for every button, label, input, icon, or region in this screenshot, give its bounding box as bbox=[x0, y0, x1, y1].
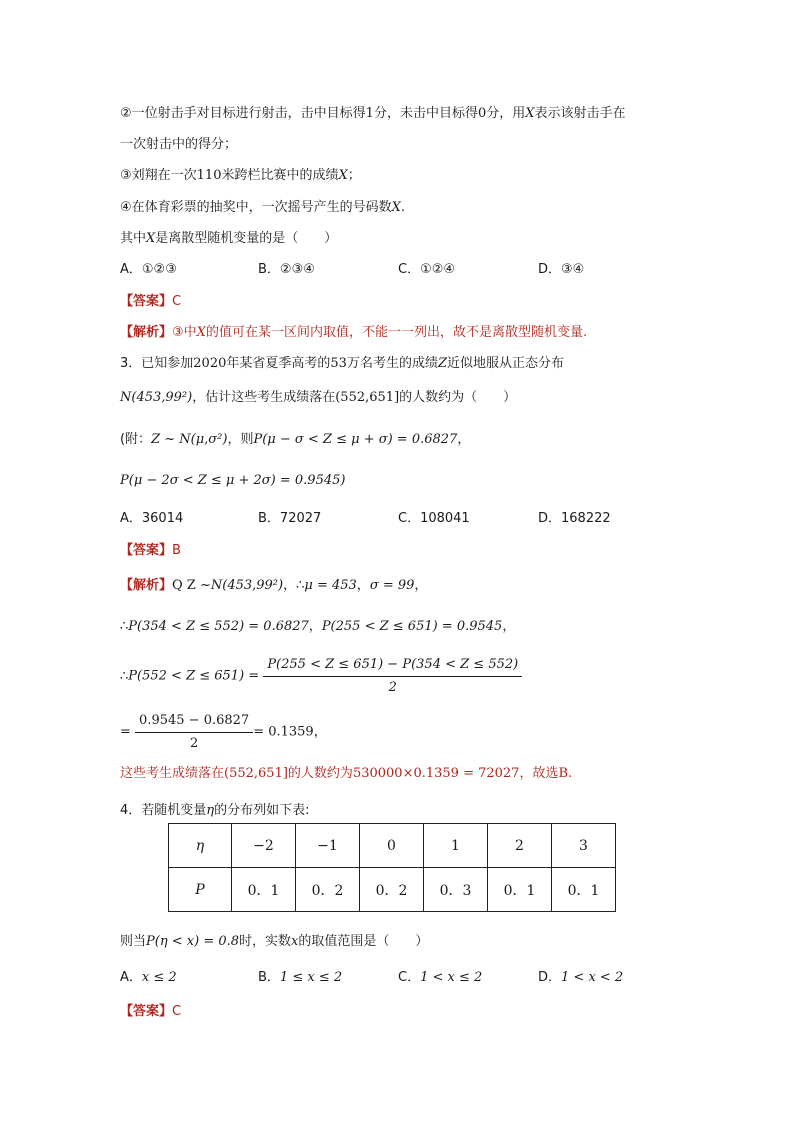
q4-option-d-label: D． bbox=[538, 970, 562, 985]
q3-note-distribution: Z ~ N(μ,σ²) bbox=[151, 432, 228, 447]
q4-answer-tag: 【答案】 bbox=[120, 1004, 173, 1019]
q2-option-c: C．①②④ bbox=[398, 262, 456, 277]
q2-analysis-x: X bbox=[196, 325, 206, 340]
q4-condition-x: x bbox=[291, 934, 299, 949]
q3-stem-num: 53 bbox=[330, 356, 347, 371]
q2-answer-tag: 【答案】 bbox=[120, 294, 173, 309]
q3-conclusion-choice: B bbox=[558, 766, 569, 781]
q4-option-c-label: C． bbox=[398, 970, 421, 985]
q2-item3-x: X bbox=[338, 168, 348, 183]
q3-stem-text-a: 3．已知参加 bbox=[120, 356, 194, 371]
q3-analysis-fraction-2-numerator: 0.9545 − 0.6827 bbox=[135, 712, 253, 733]
table-cell: 3 bbox=[552, 824, 616, 868]
q3-analysis-fraction-1-denominator: 2 bbox=[388, 680, 397, 695]
q3-analysis-line3 bbox=[120, 656, 522, 697]
q2-analysis-text-a: ③中 bbox=[172, 325, 197, 340]
q3-analysis-fraction-1-numerator: P(255 < Z ≤ 651) − P(354 < Z ≤ 552) bbox=[263, 656, 522, 677]
q2-item3-text-c: ； bbox=[347, 168, 361, 183]
q2-stem-text-a: 其中 bbox=[120, 231, 147, 246]
q4-condition-text-d: 的取值范围是（ ） bbox=[298, 934, 429, 949]
q2-stem-x: X bbox=[146, 231, 156, 246]
q3-conclusion-period: . bbox=[568, 766, 573, 781]
q3-analysis-prob-1: P(354 < Z ≤ 552) = 0.6827 bbox=[128, 619, 309, 634]
q4-option-a bbox=[120, 968, 177, 988]
q3-stem-text-f: 的人数约为（ ） bbox=[399, 390, 517, 405]
table-cell: 2 bbox=[488, 824, 552, 868]
q4-option-b bbox=[258, 968, 342, 988]
q3-analysis-therefore-3: ∴ bbox=[120, 669, 129, 684]
q4-option-a-label: A． bbox=[120, 970, 142, 985]
q3-analysis-line4 bbox=[120, 712, 327, 753]
q4-option-c-value: 1 < x ≤ 2 bbox=[420, 970, 483, 985]
q3-analysis-result: = 0.1359 bbox=[253, 724, 314, 740]
q3-conclusion-text-a: 这些考生成绩落在 bbox=[120, 766, 225, 781]
q3-conclusion-text-c: 的人数约为 bbox=[287, 766, 353, 781]
q2-item2-zero: 0 bbox=[477, 106, 487, 121]
q4-option-b-label: B． bbox=[258, 970, 280, 985]
q3-analysis-sigma: σ = 99 bbox=[369, 578, 415, 593]
q3-answer-tag: 【答案】 bbox=[120, 543, 173, 558]
q3-analysis-prob-2: P(255 < Z ≤ 651) = 0.9545 bbox=[321, 619, 503, 634]
q3-analysis-comma-5: ， bbox=[313, 724, 327, 740]
table-cell: −1 bbox=[296, 824, 360, 868]
q2-item2-text-a: ②一位射击手对目标进行射击，击中目标得 bbox=[120, 106, 366, 121]
q4-condition-text-a: 则当 bbox=[120, 934, 147, 949]
q2-stem-text-b: 是离散型随机变量的是（ ） bbox=[155, 231, 338, 246]
table-cell: 0．2 bbox=[296, 868, 360, 912]
q2-item4-text-a: ④在体育彩票的抽奖中，一次摇号产生的号码数 bbox=[120, 200, 392, 215]
q3-analysis-distribution: N(453,99²) bbox=[210, 578, 284, 593]
q3-conclusion-interval: (552,651] bbox=[224, 766, 288, 781]
q2-item4-x: X bbox=[391, 200, 401, 215]
q2-item3 bbox=[120, 166, 361, 186]
table-header-cell: η bbox=[169, 824, 232, 868]
q2-item2-x: X bbox=[525, 106, 535, 121]
q3-stem-distribution: N(453,99²) bbox=[120, 390, 193, 405]
q4-condition-formula: P(η < x) = 0.8 bbox=[146, 934, 240, 949]
q3-stem-interval: (552,651] bbox=[335, 390, 400, 405]
q3-analysis-equals: = bbox=[120, 724, 131, 740]
q3-analysis-prob-3: P(552 < Z ≤ 651) = bbox=[128, 668, 260, 684]
q3-answer bbox=[120, 541, 181, 561]
q2-analysis-tag: 【解析】 bbox=[120, 325, 173, 340]
q4-option-d-value: 1 < x < 2 bbox=[561, 970, 624, 985]
table-row bbox=[169, 824, 616, 868]
q2-item3-text-a: ③刘翔在一次 bbox=[120, 168, 197, 183]
table-header-cell: P bbox=[169, 868, 232, 912]
q4-option-b-value: 1 ≤ x ≤ 2 bbox=[279, 970, 343, 985]
q3-option-d: D．168222 bbox=[538, 511, 611, 526]
q3-analysis-comma-3: ， bbox=[308, 619, 322, 634]
q4-answer-value: C bbox=[172, 1004, 182, 1019]
q2-item2-line2: 一次射击中的得分； bbox=[120, 137, 238, 152]
q2-item4-text-c: . bbox=[400, 200, 406, 215]
q3-stem-line1 bbox=[120, 354, 564, 374]
table-cell: 0．1 bbox=[232, 868, 296, 912]
q3-note-formula-2: P(μ − 2σ < Z ≤ μ + 2σ) = 0.9545) bbox=[120, 473, 346, 488]
q4-stem-text-a: 4．若随机变量 bbox=[120, 803, 207, 818]
q3-analysis-fraction-2-denominator: 2 bbox=[189, 736, 199, 751]
q4-option-a-value: x ≤ 2 bbox=[141, 970, 177, 985]
q2-analysis-text-b: 的值可在某一区间内取值，不能一一列出，故不是离散型随机变量. bbox=[205, 325, 588, 340]
q2-option-d: D．③④ bbox=[538, 262, 585, 277]
q3-stem-text-b: 年某省夏季高考的 bbox=[226, 356, 331, 371]
table-cell: 1 bbox=[424, 824, 488, 868]
q2-option-a: A．①②③ bbox=[120, 262, 177, 277]
q3-note-text-a: (附： bbox=[120, 432, 152, 447]
q3-note-text-c: ，则 bbox=[227, 432, 254, 447]
q3-stem-text-c: 万名考生的成绩 bbox=[346, 356, 438, 371]
q2-item3-text-b: 米跨栏比赛中的成绩 bbox=[221, 168, 339, 183]
q3-stem-z: Z bbox=[437, 356, 447, 371]
q4-option-d bbox=[538, 968, 623, 988]
q2-answer-value: C bbox=[172, 294, 182, 309]
distribution-table bbox=[168, 823, 616, 912]
q3-analysis-therefore: ，∴ bbox=[283, 578, 305, 593]
table-row bbox=[169, 868, 616, 912]
q3-analysis-fraction-2 bbox=[135, 712, 253, 753]
q3-option-c: C．108041 bbox=[398, 511, 470, 526]
q2-stem bbox=[120, 229, 337, 249]
q2-item3-num: 110 bbox=[196, 168, 222, 183]
q3-stem-text-e: ，估计这些考生成绩落在 bbox=[192, 390, 336, 405]
q3-analysis-line2 bbox=[120, 617, 515, 637]
q3-analysis-therefore-2: ∴ bbox=[120, 619, 129, 634]
q3-option-b: B．72027 bbox=[258, 511, 322, 526]
q3-analysis-tag: 【解析】 bbox=[120, 578, 173, 593]
q2-item2-one: 1 bbox=[365, 106, 374, 121]
q3-analysis-comma-1: ， bbox=[356, 578, 370, 593]
q3-note-text-e: ， bbox=[457, 432, 471, 447]
q3-analysis-fraction-1 bbox=[263, 656, 522, 697]
q2-answer bbox=[120, 292, 181, 312]
q3-stem-line2 bbox=[120, 388, 516, 408]
q4-stem-text-b: 的分布列如下表: bbox=[214, 803, 310, 818]
q4-stem bbox=[120, 801, 309, 821]
q2-analysis bbox=[120, 323, 587, 343]
q3-answer-value: B bbox=[172, 543, 181, 558]
table-cell: 0．2 bbox=[360, 868, 424, 912]
q4-stem-eta: η bbox=[206, 803, 215, 818]
q3-stem-text-d: 近似地服从正态分布 bbox=[447, 356, 565, 371]
q4-answer bbox=[120, 1002, 181, 1022]
q3-conclusion-text-e: ，故选 bbox=[519, 766, 559, 781]
q3-analysis-comma-2: ， bbox=[414, 578, 428, 593]
q3-option-a: A．36014 bbox=[120, 511, 184, 526]
q2-item2-text-d: 表示该射击手在 bbox=[534, 106, 626, 121]
q4-option-c bbox=[398, 968, 482, 988]
q3-analysis-because: Q Z ~ bbox=[172, 578, 211, 593]
table-cell: 0．1 bbox=[488, 868, 552, 912]
q2-item2-text-c: 分，用 bbox=[486, 106, 526, 121]
q3-note-formula-1: P(μ − σ < Z ≤ μ + σ) = 0.6827 bbox=[253, 432, 458, 447]
q2-option-b: B．②③④ bbox=[258, 262, 315, 277]
q3-analysis-conclusion bbox=[120, 764, 572, 784]
q2-item2-line1 bbox=[120, 104, 626, 124]
q3-note-line1 bbox=[120, 430, 470, 450]
q3-conclusion-calc: 530000×0.1359 = 72027 bbox=[352, 766, 520, 781]
q3-analysis-line1 bbox=[120, 576, 427, 596]
table-cell: 0 bbox=[360, 824, 424, 868]
q3-analysis-mu: μ = 453 bbox=[304, 578, 357, 593]
table-cell: 0．3 bbox=[424, 868, 488, 912]
q4-condition-text-c: 时，实数 bbox=[239, 934, 292, 949]
table-cell: −2 bbox=[232, 824, 296, 868]
q3-analysis-comma-4: ， bbox=[502, 619, 516, 634]
table-cell: 0．1 bbox=[552, 868, 616, 912]
q3-note-line2 bbox=[120, 471, 345, 491]
q3-stem-year: 2020 bbox=[193, 356, 227, 371]
q2-item4 bbox=[120, 198, 405, 218]
q2-item2-text-b: 分，未击中目标得 bbox=[373, 106, 478, 121]
q4-condition bbox=[120, 932, 428, 952]
